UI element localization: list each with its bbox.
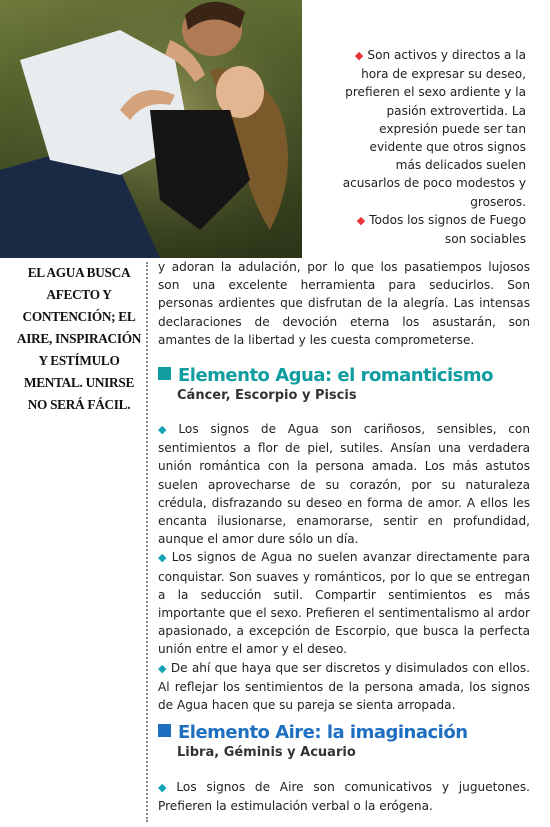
- agua-paragraph-2: [158, 548, 530, 658]
- teal-diamond-bullet-icon: ◆: [158, 781, 173, 794]
- fire-paragraph-1: [342, 46, 526, 211]
- aire-subheading: Libra, Géminis y Acuario: [177, 745, 356, 760]
- fire-paragraph-2: [342, 211, 526, 248]
- aire-paragraph-1-text: Los signos de Aire son comunicativos y juguetones. Prefieren la estimulación verbal o la erógena.: [158, 780, 530, 814]
- teal-diamond-bullet-icon: ◆: [158, 423, 175, 436]
- agua-paragraph-1-text: Los signos de Agua son cariñosos, sensibles, con sentimientos a flor de piel, sutiles. Ansían una verdadera unión romántica con la persona amada. Los más astutos suelen aprovecharse de su corazón, por su naturaleza crédula, disfrazando su deseo en forma de amor. A ellos les encanta ilusionarse, enamorarse, sentir en profundidad, aunque el amor dure sólo un día.: [158, 422, 530, 547]
- square-icon: [158, 724, 171, 737]
- agua-heading-text: Elemento Agua: el romanticismo: [178, 365, 493, 386]
- fire-signs-right-column: [342, 46, 526, 248]
- agua-subheading: Cáncer, Escorpio y Piscis: [177, 388, 357, 403]
- red-diamond-bullet-icon: ◆: [356, 213, 366, 227]
- fire-paragraph-1-text: Son activos y directos a la hora de expresar su deseo, prefieren el sexo ardiente y la pasión extrovertida. La expresión puede ser tan evidente que otros signos más delicados suelen acusarlos de poco modestos y groseros.: [342, 48, 526, 209]
- aire-heading: [158, 722, 468, 743]
- couple-dancing-photo: [0, 0, 302, 258]
- agua-paragraph-1: [158, 420, 530, 548]
- agua-paragraph-2-text: Los signos de Agua no suelen avanzar directamente para conquistar. Son suaves y románticos, por lo que se entregan a la seducción sutil. Compartir sentimientos es más importante que el sexo. Prefieren el sentimentalismo al ardor apasionado, a excepción de Escorpio, que busca la perfecta unión entre el amor y el deseo.: [158, 550, 530, 657]
- fire-continuation-text: y adoran la adulación, por lo que los pasatiempos lujosos son una excelente herramienta para seducirlos. Son personas ardientes que disfrutan de la alegría. Las intensas declaraciones de devoción eterna los asustarán, son amantes de la libertad y les cuesta comprometerse.: [158, 260, 530, 347]
- red-diamond-bullet-icon: ◆: [354, 49, 364, 62]
- aire-body: [158, 778, 530, 815]
- teal-diamond-bullet-icon: ◆: [158, 551, 168, 565]
- agua-paragraph-3-text: De ahí que haya que ser discretos y disimulados con ellos. Al reflejar los sentimientos de la persona amada, los signos de Agua hacen que su pareja se sienta arropada.: [158, 660, 530, 713]
- aire-heading-text: Elemento Aire: la imaginación: [178, 722, 468, 743]
- dotted-divider: [146, 262, 148, 822]
- photo-illustration: [0, 0, 302, 258]
- side-pull-quote: EL AGUA BUSCA AFECTO Y CONTENCIÓN; EL AIRE, INSPIRACIÓN Y ESTÍMULO MENTAL. UNIRSE NO SERÁ FÁCIL.: [16, 265, 142, 412]
- square-icon: [158, 367, 171, 380]
- agua-paragraph-3: [158, 659, 530, 715]
- teal-diamond-bullet-icon: ◆: [158, 661, 167, 675]
- fire-paragraph-2-text: Todos los signos de Fuego son sociables: [369, 212, 526, 247]
- agua-body: [158, 420, 530, 714]
- fire-continuation: [158, 258, 530, 349]
- agua-heading: [158, 365, 493, 386]
- aire-paragraph-1: [158, 778, 530, 815]
